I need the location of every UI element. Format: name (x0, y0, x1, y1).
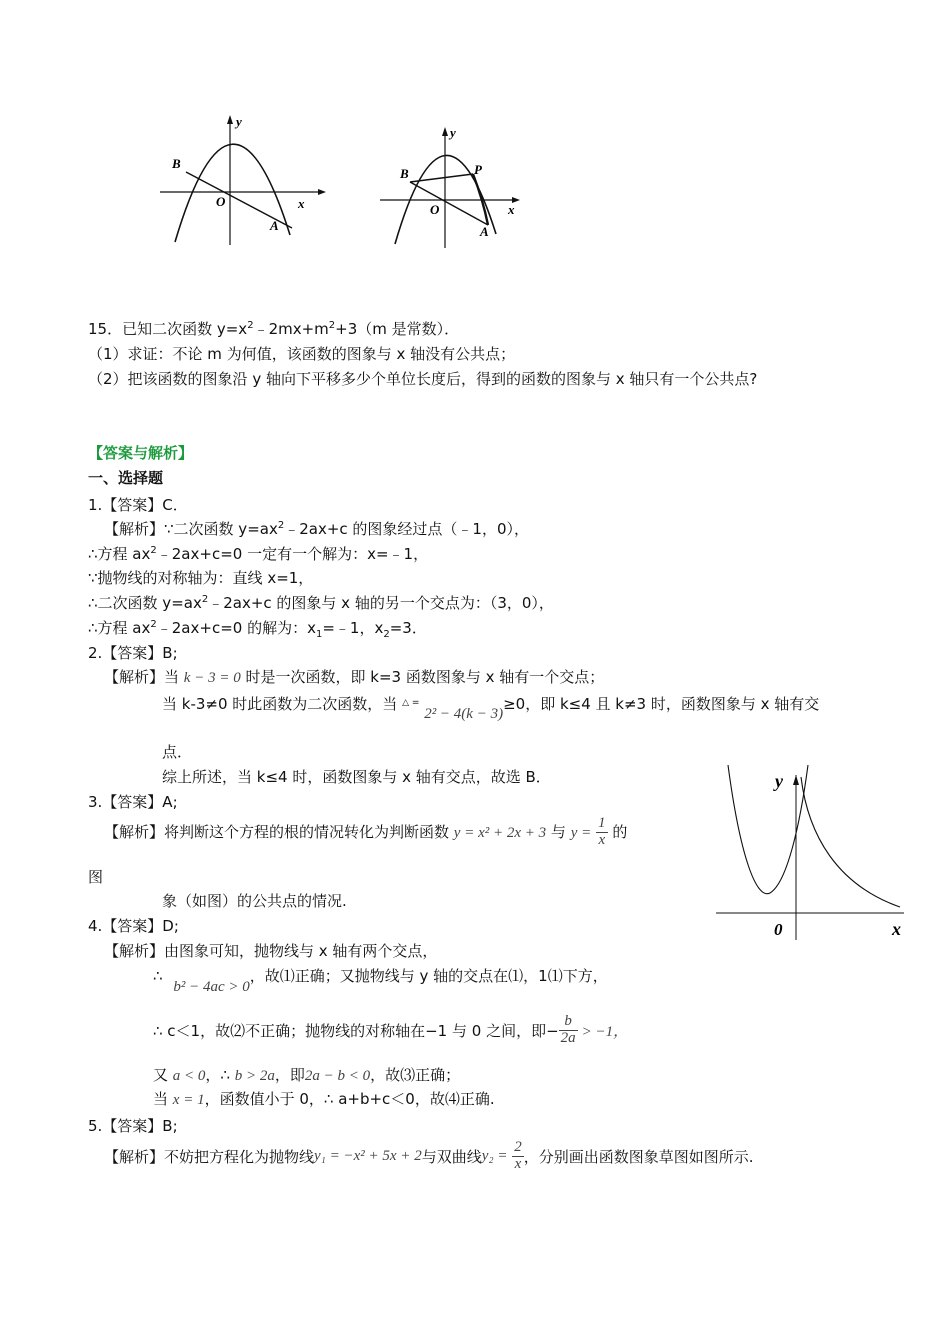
x-axis-arrow (318, 189, 326, 195)
q15-head-num: 15．已知二次函数 y=x (88, 320, 248, 338)
a3-l1a: 【解析】将判断这个方程的根的情况转化为判断函数 (104, 822, 450, 841)
hyperbola-curve (801, 777, 900, 907)
a1-line1 (104, 518, 529, 539)
a4-l4-math2: b > 2a (234, 1068, 275, 1084)
fig2-x-label: x (508, 202, 515, 217)
a1-line2 (88, 543, 428, 564)
a3-line1 (104, 816, 627, 849)
a4-line4 (153, 1064, 460, 1085)
a1-l5c: ﹣2ax+c=0 的解为：x (156, 619, 316, 637)
a5-l1a: 【解析】不妨把方程化为抛物线 (104, 1147, 315, 1166)
q15-part1: （1）求证：不论 m 为何值，该函数的图象与 x 轴没有公共点； (88, 345, 516, 363)
a4-l5-math: x = 1 (172, 1092, 205, 1108)
q15-heading (88, 318, 459, 339)
section-heading: 一、选择题 (88, 469, 164, 487)
a4-l2-math: b² − 4ac > 0 (173, 979, 250, 995)
a2-line2 (162, 693, 820, 722)
a4-l4b: ，∴ (205, 1066, 230, 1084)
a2-l2a: 当 k-3≠0 时此函数为二次函数，当 (162, 695, 398, 713)
a1-line3: ∵抛物线的对称轴为：直线 x=1， (88, 569, 314, 587)
a3-l1-math1: y = x² + 2x + 3 (453, 824, 547, 841)
a1-l4b: 2 (201, 594, 209, 605)
a5-head: 5.【答案】B; (88, 1117, 178, 1135)
y-axis-arrow (227, 115, 233, 124)
a1-l5g: =3． (389, 619, 427, 637)
a3-l1-math2: y = (570, 824, 592, 841)
a1-l5f: 2 (383, 629, 390, 640)
a3-l1c: 的 (612, 822, 628, 841)
a1-l1c: ﹣2ax+c 的图象经过点（﹣1，0）， (284, 520, 529, 538)
a1-l2a: ∴方程 ax (88, 545, 151, 563)
a2-l1-math: k − 3 = 0 (183, 670, 241, 686)
a4-l2b: ，故⑴正确；又抛物线与 y 轴的交点在⑴，1⑴下方， (249, 967, 608, 985)
line-bp (410, 174, 473, 182)
a2-line3: 点． (162, 743, 193, 761)
a5-line1 (104, 1140, 754, 1173)
fig1-o-label: O (216, 194, 226, 209)
q15-head-tail: +3（m 是常数）． (335, 320, 460, 338)
line-ba (410, 182, 488, 225)
a2-l2b: ≥0，即 k≤4 且 k≠3 时，函数图象与 x 轴有交 (503, 695, 820, 713)
a1-l5d: 1 (315, 629, 323, 640)
fig2-y-label: y (450, 125, 456, 140)
parabola-figure-2 (370, 122, 530, 252)
fig3-x-label: x (892, 919, 901, 939)
q15-head-exp1: 2 (247, 320, 254, 331)
a5-frac-den: x (514, 1155, 522, 1172)
a4-l5a: 当 (153, 1090, 169, 1108)
a4-line1: 【解析】由图象可知，抛物线与 x 轴有两个交点， (104, 942, 438, 960)
a3-head: 3.【答案】A; (88, 793, 178, 811)
a5-fraction (512, 1140, 524, 1173)
a4-l5b: ，函数值小于 0，∴ a+b+c＜0，故⑷正确. (204, 1090, 495, 1108)
a4-l4-math1: a < 0 (172, 1068, 206, 1084)
a1-l4c: ﹣2ax+c 的图象与 x 轴的另一个交点为：（3，0）， (208, 594, 554, 612)
a4-l4d: ，故⑶正确； (370, 1066, 461, 1084)
a2-line4: 综上所述，当 k≤4 时，函数图象与 x 轴有交点，故选 B． (162, 768, 551, 786)
a3-frac-num: 1 (598, 815, 606, 831)
a4-head: 4.【答案】D; (88, 917, 179, 935)
fig3-o-label: 0 (774, 920, 783, 939)
a2-l1a: 【解析】当 (104, 668, 180, 686)
a1-line4 (88, 592, 554, 613)
a5-l1-math2: y₂ = (481, 1147, 508, 1164)
fig1-y-label: y (236, 114, 242, 129)
a3-line3: 象（如图）的公共点的情况. (162, 892, 347, 910)
a1-l2b: 2 (150, 545, 157, 556)
fig1-b-label: B (172, 156, 181, 171)
a4-l4a: 又 (153, 1066, 169, 1084)
y-axis-arrow (793, 775, 799, 785)
a1-l1a: 【解析】∵二次函数 y=ax (104, 520, 278, 538)
a4-l2a: ∴ (153, 967, 163, 985)
answers-title: 【答案与解析】 (88, 444, 194, 462)
a4-l4-math3: 2a − b < 0 (304, 1068, 371, 1084)
q15-head-mid: ﹣2mx+m (253, 320, 329, 338)
a4-l4c: ，即 (274, 1066, 305, 1084)
a2-head: 2.【答案】B; (88, 644, 178, 662)
parabola-figure-1 (150, 110, 330, 250)
a4-l3a: ∴ c＜1，故⑵不正确；抛物线的对称轴在−1 与 0 之间，即− (153, 1021, 559, 1040)
fig2-b-label: B (400, 166, 409, 181)
a2-l2-math: 2² − 4(k − 3) (424, 706, 504, 722)
a5-frac-num: 2 (514, 1139, 522, 1155)
a1-l4a: ∴二次函数 y=ax (88, 594, 202, 612)
a1-l2c: ﹣2ax+c=0 一定有一个解为：x=﹣1， (156, 545, 429, 563)
a1-l5b: 2 (150, 619, 157, 630)
a3-line2: 图 (88, 868, 104, 886)
fig1-a-label: A (270, 218, 279, 233)
a5-l1-math1: y₁ = −x² + 5x + 2 (314, 1147, 422, 1164)
y-axis-arrow (442, 127, 448, 136)
a2-l1b: 时是一次函数，即 k=3 函数图象与 x 轴有一个交点； (245, 668, 605, 686)
a4-line2 (153, 965, 608, 995)
a3-fraction (596, 816, 608, 849)
a1-line5 (88, 617, 427, 640)
a5-l1c: ，分别画出函数图象草图如图所示. (523, 1147, 754, 1166)
fig2-a-label: A (480, 224, 489, 239)
a4-frac-num: b (559, 1014, 578, 1031)
function-graph (712, 765, 912, 940)
a1-l1b: 2 (277, 520, 285, 531)
a4-line3 (153, 1014, 628, 1047)
fig1-x-label: x (298, 196, 305, 211)
a4-l3b: > −1， (581, 1023, 629, 1040)
a5-l1b: 与双曲线 (421, 1147, 482, 1166)
a4-fraction (559, 1014, 578, 1047)
a1-l5e: =﹣1，x (322, 619, 384, 637)
fig2-o-label: O (430, 202, 440, 217)
a1-l5a: ∴方程 ax (88, 619, 151, 637)
a2-line1 (104, 666, 604, 687)
fig3-y-label: y (775, 771, 783, 791)
a3-frac-den: x (598, 831, 606, 848)
q15-part2: （2）把该函数的图象沿 y 轴向下平移多少个单位长度后，得到的函数的图象与 x 轴只有一个公共点? (88, 370, 758, 388)
a1-head: 1.【答案】C． (88, 496, 188, 514)
fig2-p-label: P (474, 162, 482, 177)
a3-l1b: 与 (550, 822, 566, 841)
delta-icon: △ = (402, 698, 420, 708)
a4-line5 (153, 1088, 495, 1109)
a4-frac-den: 2a (560, 1029, 576, 1046)
q15-head-exp2: 2 (328, 320, 336, 331)
